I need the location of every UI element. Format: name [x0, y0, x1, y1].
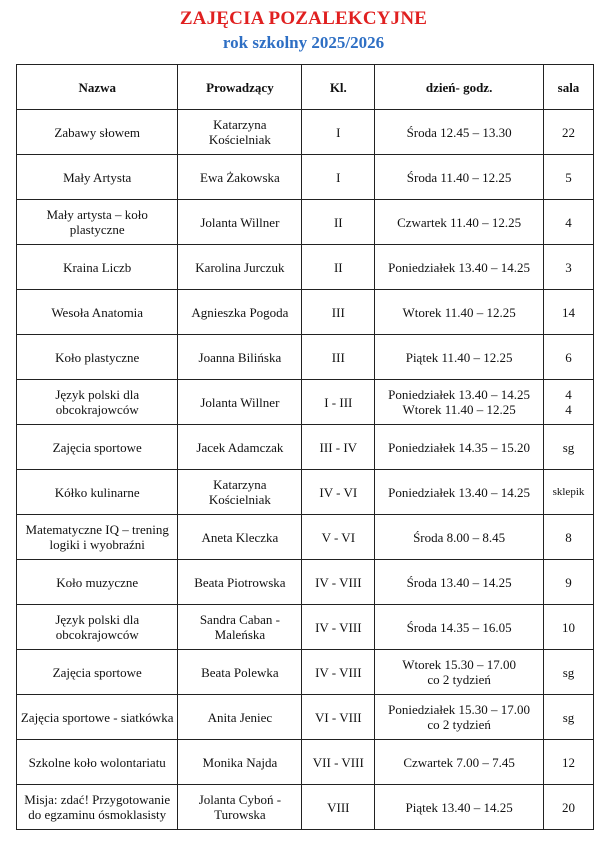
cell-room-line: 4 — [565, 402, 572, 417]
table-row — [17, 290, 594, 335]
page-subtitle: rok szkolny 2025/2026 — [222, 33, 385, 52]
cell-name: Kółko kulinarne — [17, 470, 178, 515]
cell-room-line: 5 — [565, 169, 572, 185]
cell-teacher: Jolanta Willner — [178, 380, 302, 425]
cell-room-line: sg — [562, 709, 575, 725]
cell-time-line: Poniedziałek 13.40 – 14.25 — [388, 259, 531, 275]
table-row — [17, 155, 594, 200]
schedule-body — [17, 110, 594, 830]
cell-teacher: Monika Najda — [178, 740, 302, 785]
cell-teacher: Joanna Bilińska — [178, 335, 302, 380]
column-header-class: Kl. — [302, 65, 375, 110]
cell-time — [375, 515, 544, 560]
cell-class: IV - VI — [302, 470, 375, 515]
cell-teacher: Beata Piotrowska — [178, 560, 302, 605]
cell-room-line: 3 — [565, 259, 572, 275]
cell-room — [543, 560, 593, 605]
cell-class: I — [302, 155, 375, 200]
cell-room-line: 9 — [565, 574, 572, 590]
cell-class: VIII — [302, 785, 375, 830]
cell-teacher: Ewa Żakowska — [178, 155, 302, 200]
cell-name: Mały Artysta — [17, 155, 178, 200]
cell-time — [375, 740, 544, 785]
table-row — [17, 470, 594, 515]
cell-teacher: Jolanta Cyboń - Turowska — [178, 785, 302, 830]
cell-class: IV - VIII — [302, 650, 375, 695]
cell-time-line: co 2 tydzień — [427, 672, 491, 687]
cell-name: Koło muzyczne — [17, 560, 178, 605]
cell-teacher: Aneta Kleczka — [178, 515, 302, 560]
cell-room-line: 4 — [565, 387, 572, 402]
cell-room-line: sg — [562, 664, 575, 680]
column-header-time: dzień- godz. — [375, 65, 544, 110]
cell-time — [375, 785, 544, 830]
cell-teacher: Sandra Caban - Maleńska — [178, 605, 302, 650]
cell-room — [543, 425, 593, 470]
cell-room — [543, 650, 593, 695]
cell-name: Matematyczne IQ – trening logiki i wyobraźni — [17, 515, 178, 560]
cell-name: Zabawy słowem — [17, 110, 178, 155]
cell-name: Mały artysta – koło plastyczne — [17, 200, 178, 245]
table-row — [17, 515, 594, 560]
cell-room-line: 12 — [561, 754, 575, 770]
cell-teacher: Jacek Adamczak — [178, 425, 302, 470]
cell-room-line: 6 — [565, 349, 572, 365]
cell-time — [375, 470, 544, 515]
table-row — [17, 560, 594, 605]
cell-room-line: 20 — [561, 799, 575, 815]
cell-teacher: Jolanta Willner — [178, 200, 302, 245]
cell-name: Koło plastyczne — [17, 335, 178, 380]
cell-teacher: Agnieszka Pogoda — [178, 290, 302, 335]
table-row — [17, 740, 594, 785]
cell-time-line: Środa 11.40 – 12.25 — [406, 169, 512, 185]
table-row — [17, 605, 594, 650]
cell-room — [543, 155, 593, 200]
column-header-teacher: Prowadzący — [178, 65, 302, 110]
cell-time-line: Środa 12.45 – 13.30 — [406, 124, 512, 140]
cell-time-line: Piątek 11.40 – 12.25 — [405, 349, 513, 365]
cell-class: IV - VIII — [302, 560, 375, 605]
cell-name: Język polski dla obcokrajowców — [17, 605, 178, 650]
cell-name: Zajęcia sportowe - siatkówka — [17, 695, 178, 740]
column-header-room: sala — [543, 65, 593, 110]
table-row — [17, 335, 594, 380]
cell-room-line: 22 — [561, 124, 575, 140]
cell-time — [375, 335, 544, 380]
cell-room-line: 10 — [561, 619, 575, 635]
cell-room — [543, 245, 593, 290]
table-row — [17, 425, 594, 470]
cell-room — [543, 785, 593, 830]
table-row — [17, 200, 594, 245]
cell-name: Zajęcia sportowe — [17, 650, 178, 695]
cell-class: III - IV — [302, 425, 375, 470]
cell-name: Wesoła Anatomia — [17, 290, 178, 335]
cell-room — [543, 290, 593, 335]
table-header-row — [17, 65, 594, 110]
table-row — [17, 695, 594, 740]
cell-room — [543, 380, 593, 425]
cell-class: VI - VIII — [302, 695, 375, 740]
cell-class: I — [302, 110, 375, 155]
cell-time — [375, 560, 544, 605]
cell-class: VII - VIII — [302, 740, 375, 785]
cell-room-line: 8 — [565, 529, 572, 545]
cell-time — [375, 380, 544, 425]
cell-room — [543, 335, 593, 380]
page-title: ZAJĘCIA POZALEKCYJNE — [179, 8, 428, 29]
cell-teacher: Katarzyna Kościelniak — [178, 470, 302, 515]
cell-class: V - VI — [302, 515, 375, 560]
cell-room — [543, 740, 593, 785]
cell-time — [375, 290, 544, 335]
cell-class: II — [302, 200, 375, 245]
cell-time-line: Piątek 13.40 – 14.25 — [405, 799, 513, 815]
cell-time — [375, 200, 544, 245]
cell-room — [543, 470, 593, 515]
cell-room — [543, 200, 593, 245]
cell-time — [375, 605, 544, 650]
cell-teacher: Katarzyna Kościelniak — [178, 110, 302, 155]
cell-name: Zajęcia sportowe — [17, 425, 178, 470]
table-row — [17, 380, 594, 425]
cell-time — [375, 245, 544, 290]
cell-class: I - III — [302, 380, 375, 425]
cell-room-line: sklepik — [552, 485, 585, 498]
table-row — [17, 245, 594, 290]
cell-time-line: Wtorek 11.40 – 12.25 — [402, 402, 516, 417]
cell-class: IV - VIII — [302, 605, 375, 650]
cell-room-line: 4 — [565, 214, 572, 230]
cell-teacher: Anita Jeniec — [178, 695, 302, 740]
cell-time-line: Wtorek 11.40 – 12.25 — [402, 304, 516, 320]
schedule-table — [16, 64, 594, 830]
cell-teacher: Karolina Jurczuk — [178, 245, 302, 290]
cell-time — [375, 155, 544, 200]
cell-room-line: 14 — [561, 304, 575, 320]
cell-room — [543, 515, 593, 560]
cell-time — [375, 425, 544, 470]
cell-name: Kraina Liczb — [17, 245, 178, 290]
cell-time-line: Poniedziałek 13.40 – 14.25 — [388, 484, 531, 500]
cell-time — [375, 110, 544, 155]
table-row — [17, 650, 594, 695]
cell-time — [375, 695, 544, 740]
cell-time-line: Czwartek 7.00 – 7.45 — [403, 754, 515, 770]
cell-name: Misja: zdać! Przygotowanie do egzaminu ósmoklasisty — [17, 785, 178, 830]
cell-class: III — [302, 290, 375, 335]
cell-time — [375, 650, 544, 695]
column-header-name: Nazwa — [17, 65, 178, 110]
cell-room — [543, 605, 593, 650]
cell-time-line: Poniedziałek 13.40 – 14.25 — [388, 387, 531, 402]
table-row — [17, 785, 594, 830]
cell-teacher: Beata Polewka — [178, 650, 302, 695]
cell-time-line: Środa 13.40 – 14.25 — [406, 574, 512, 590]
cell-time-line: Wtorek 15.30 – 17.00 — [402, 657, 516, 672]
cell-time-line: co 2 tydzień — [427, 717, 491, 732]
cell-room — [543, 695, 593, 740]
cell-time-line: Środa 14.35 – 16.05 — [406, 619, 512, 635]
cell-time-line: Poniedziałek 15.30 – 17.00 — [388, 702, 531, 717]
table-row — [17, 110, 594, 155]
cell-time-line: Czwartek 11.40 – 12.25 — [397, 214, 522, 230]
cell-class: III — [302, 335, 375, 380]
cell-room — [543, 110, 593, 155]
cell-time-line: Środa 8.00 – 8.45 — [413, 529, 506, 545]
cell-name: Język polski dla obcokrajowców — [17, 380, 178, 425]
cell-name: Szkolne koło wolontariatu — [17, 740, 178, 785]
cell-time-line: Poniedziałek 14.35 – 15.20 — [388, 439, 531, 455]
cell-class: II — [302, 245, 375, 290]
cell-room-line: sg — [562, 439, 575, 455]
